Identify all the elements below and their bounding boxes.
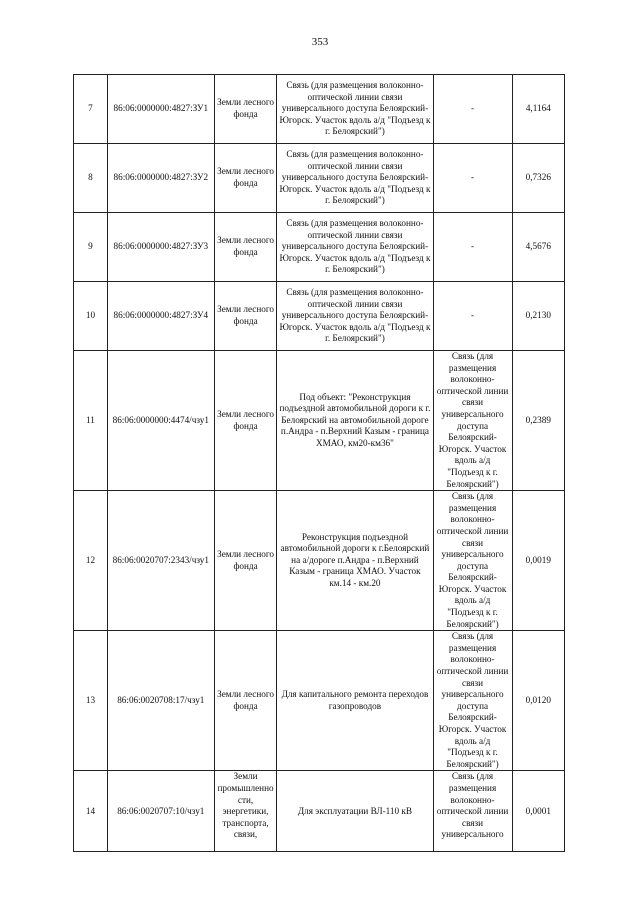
additional-use: Связь (для размещения волоконно-оптической линии связи универсального (433, 771, 512, 852)
page-number: 353 (311, 36, 329, 48)
cadastral-number: 86:06:0000000:4827:ЗУ3 (107, 213, 214, 282)
row-number: 14 (74, 771, 108, 852)
additional-use: - (433, 75, 512, 144)
table-row (74, 351, 565, 491)
row-number: 7 (74, 75, 108, 144)
permitted-use: Связь (для размещения волоконно-оптической линии связи универсального доступа Белоярский-Югорск. Участок вдоль а/д "Подъезд к г. Белоярский") (277, 75, 433, 144)
area-value: 0,0001 (512, 771, 564, 852)
area-value: 0,2130 (512, 282, 564, 351)
row-number: 8 (74, 144, 108, 213)
land-category: Земли лесного фонда (214, 213, 277, 282)
land-plots-table (73, 74, 565, 852)
permitted-use: Связь (для размещения волоконно-оптической линии связи универсального доступа Белоярский-Югорск. Участок вдоль а/д "Подъезд к г. Белоярский") (277, 282, 433, 351)
table-row (74, 213, 565, 282)
additional-use: Связь (для размещения волоконно-оптической линии связи универсального доступа Белоярский-Югорск. Участок вдоль а/д "Подъезд к г. Белоярский") (433, 631, 512, 771)
area-value: 0,0120 (512, 631, 564, 771)
land-category: Земли лесного фонда (214, 631, 277, 771)
permitted-use: Связь (для размещения волоконно-оптической линии связи универсального доступа Белоярский-Югорск. Участок вдоль а/д "Подъезд к г. Белоярский") (277, 213, 433, 282)
additional-use: Связь (для размещения волоконно-оптической линии связи универсального доступа Белоярский-Югорск. Участок вдоль а/д "Подъезд к г. Белоярский") (433, 491, 512, 631)
cadastral-number: 86:06:0000000:4827:ЗУ4 (107, 282, 214, 351)
permitted-use: Для эксплуатации ВЛ-110 кВ (277, 771, 433, 852)
permitted-use: Реконструкция подъездной автомобильной дороги к г.Белоярский на а/дороге п.Андра - п.Верхний Казым - граница ХМАО. Участок км.14 - км.20 (277, 491, 433, 631)
additional-use: - (433, 213, 512, 282)
table-row (74, 771, 565, 852)
permitted-use: Связь (для размещения волоконно-оптической линии связи универсального доступа Белоярский-Югорск. Участок вдоль а/д "Подъезд к г. Белоярский") (277, 144, 433, 213)
additional-use: Связь (для размещения волоконно-оптической линии связи универсального доступа Белоярский-Югорск. Участок вдоль а/д "Подъезд к г. Белоярский") (433, 351, 512, 491)
row-number: 12 (74, 491, 108, 631)
cadastral-number: 86:06:0020707:2343/чзу1 (107, 491, 214, 631)
cadastral-number: 86:06:0000000:4827:ЗУ2 (107, 144, 214, 213)
table-row (74, 491, 565, 631)
permitted-use: Под объект: "Реконструкция подъездной автомобильной дороги к г. Белоярский на автомобильной дороге п.Андра - п.Верхний Казым - граница ХМАО, км20-км36" (277, 351, 433, 491)
cadastral-number: 86:06:0020707:10/чзу1 (107, 771, 214, 852)
additional-use: - (433, 282, 512, 351)
cadastral-number: 86:06:0020708:17/чзу1 (107, 631, 214, 771)
land-category: Земли лесного фонда (214, 75, 277, 144)
area-value: 0,2389 (512, 351, 564, 491)
row-number: 10 (74, 282, 108, 351)
cadastral-number: 86:06:0000000:4827:ЗУ1 (107, 75, 214, 144)
area-value: 0,0019 (512, 491, 564, 631)
row-number: 9 (74, 213, 108, 282)
additional-use: - (433, 144, 512, 213)
permitted-use: Для капитального ремонта переходов газопроводов (277, 631, 433, 771)
row-number: 13 (74, 631, 108, 771)
table-row (74, 631, 565, 771)
land-category: Земли лесного фонда (214, 351, 277, 491)
area-value: 4,5676 (512, 213, 564, 282)
table-row (74, 144, 565, 213)
land-category: Земли лесного фонда (214, 144, 277, 213)
table-row (74, 75, 565, 144)
land-category: Земли лесного фонда (214, 491, 277, 631)
area-value: 4,1164 (512, 75, 564, 144)
land-category: Земли лесного фонда (214, 282, 277, 351)
table-row (74, 282, 565, 351)
row-number: 11 (74, 351, 108, 491)
cadastral-number: 86:06:0000000:4474/чзу1 (107, 351, 214, 491)
land-category: Земли промышленности, энергетики, транспорта, связи, (214, 771, 277, 852)
area-value: 0,7326 (512, 144, 564, 213)
